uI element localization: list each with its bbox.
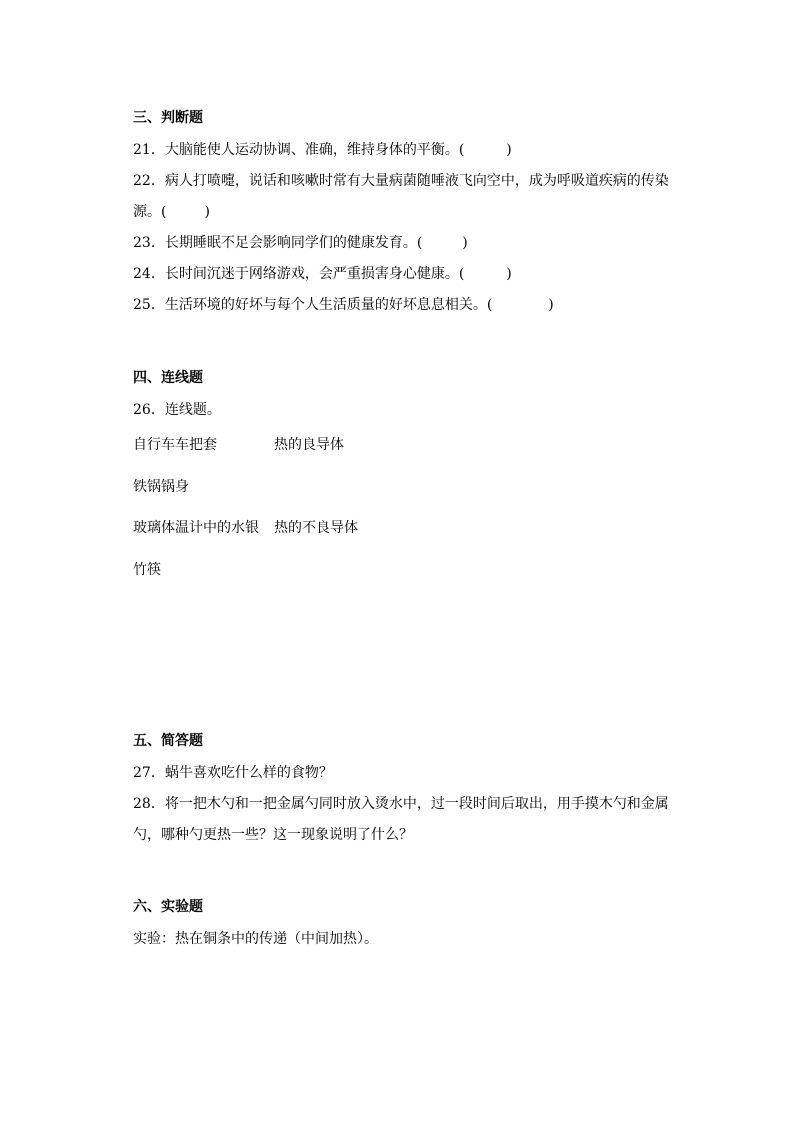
- question-24-text: 24．长时间沉迷于网络游戏，会严重损害身心健康。(: [133, 266, 465, 282]
- match-right-item-2[interactable]: 热的不良导体: [274, 520, 358, 536]
- match-left-item-1[interactable]: 自行车车把套: [133, 437, 217, 453]
- question-28-line1: 28．将一把木勺和一把金属勺同时放入烫水中，过一段时间后取出，用手摸木勺和金属: [133, 796, 669, 812]
- match-left-item-2[interactable]: 铁锅锅身: [133, 479, 189, 495]
- question-22-close: ): [204, 204, 210, 220]
- question-22-text: 源。(: [133, 204, 167, 220]
- question-26: 26．连线题。: [133, 402, 221, 418]
- question-22-line1: 22．病人打喷嚏，说话和咳嗽时常有大量病菌随唾液飞向空中，成为呼吸道疾病的传染: [133, 173, 669, 189]
- question-23-text: 23．长期睡眠不足会影响同学们的健康发育。(: [133, 235, 423, 251]
- question-22-line2: [133, 202, 210, 222]
- question-25-text: 25．生活环境的好坏与每个人生活质量的好坏息息相关。(: [133, 297, 493, 313]
- question-24: [133, 264, 512, 284]
- question-23-close: ): [462, 235, 468, 251]
- match-left-item-3[interactable]: 玻璃体温计中的水银: [133, 520, 259, 536]
- section5-heading: 五、简答题: [133, 733, 203, 749]
- question-23: [133, 233, 468, 253]
- question-28-line2: 勺，哪种勺更热一些？这一现象说明了什么？: [133, 827, 413, 843]
- section3-heading: 三、判断题: [133, 110, 203, 126]
- question-21: [133, 140, 512, 160]
- section6-heading: 六、实验题: [133, 899, 203, 915]
- question-25: [133, 295, 554, 315]
- question-25-close: ): [548, 297, 554, 313]
- question-21-close: ): [506, 142, 512, 158]
- match-right-item-1[interactable]: 热的良导体: [274, 437, 344, 453]
- question-24-close: ): [506, 266, 512, 282]
- question-21-text: 21．大脑能使人运动协调、准确，维持身体的平衡。(: [133, 142, 465, 158]
- question-27: 27．蜗牛喜欢吃什么样的食物？: [133, 765, 333, 781]
- section4-heading: 四、连线题: [133, 370, 203, 386]
- match-left-item-4[interactable]: 竹筷: [133, 562, 161, 578]
- experiment-text: 实验：热在铜条中的传递（中间加热）。: [133, 931, 378, 947]
